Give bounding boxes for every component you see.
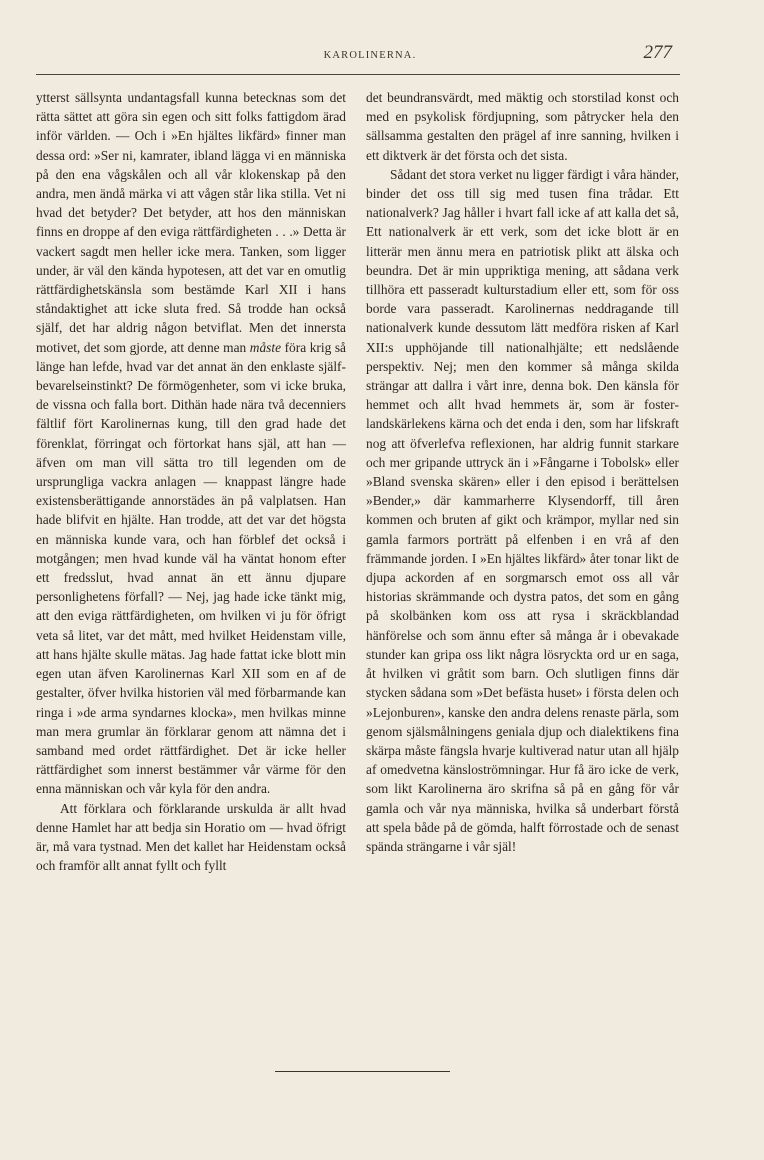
running-head: KAROLINERNA. xyxy=(323,50,417,61)
left-paragraph-1-text: ytterst sällsynta undantagsfall kunna betecknas som det rätta sättet att göra sin egen och sitt folks fattigdom ärad inför världen. — Och i »En hjältes likfärd» finner man dessa ord: »Ser ni, kamrater, ibland lägga vi en människa på den ena vågskålen och all vår klokenskap på den andra, men ändå märka vi att vågen står lika stilla. Vet ni hvad det betyder? Det betyder, att hos den människan finns en droppe af den eviga rättfärdigheten . . .» Detta är vackert sagdt men heller icke mera. Tanken, som ligger under, är väl den kända hypotesen, att det var en omutlig rättfärdighetskänsla som bestämde Karl XII i hans ståndaktighet att icke sluta fred. Så trodde han också själf, det har aldrig någon betviflat. Men det innersta motivet, det som gjorde, att denne man xyxy=(36,90,346,355)
emphasis-maste: måste xyxy=(249,339,282,355)
left-column xyxy=(36,88,346,875)
right-paragraph-1: det beundransvärdt, med mäktig och storstilad konst och med en psykolisk fördjupning, som påtrycker hela den sällsamma gestalten den prägel af inre sanning, hvilken i ett diktverk är det första och det sista. xyxy=(366,90,679,163)
left-paragraph-1-rest: föra krig så länge han lefde, hvad var det annat än den enklaste själfbevarelseinstinkt? De förmögenheter, som vi icke bruka, de vissna och falla bort. Dithän hade nära två decenniers fältlif fört Karolinernas kung, till den grad hade det förenklat, förringat och förtorkat hans själ, att han — äfven om man vill sätta tro till legenden om de ursprungliga vackra anlagen — knappast längre hade existensberättigande annorstädes än på valplatsen. Han hade blifvit en hjälte. Han trodde, att det var det högsta en människa kunde vara, och han förblef det också i motgången; men hvad kunde väl ha väntat honom efter ett fredsslut, hvad annat än ett ännu djupare personlighetens förfall? — Nej, jag hade icke tänkt mig, att den eviga rättfärdigheten, om hvilken vi ju för öfrigt veta så litet, var det mått, med hvilket Heidenstam ville, att hans hjälte skulle mätas. Jag hade fattat icke blott min egen utan äfven Karolinernas Karl XII som en af de gestalter, öfver hvilka historien väl med förbarmande kan ringa i »de arma syndarnes klocka», men hvilkas minne man mera grumlar än förklarar genom att nämna det i samband med ordet rättfärdighet. Det är icke heller rättfärdighet som innerst bestämmer vår värme för den enna människan och vår kyla för den andra. xyxy=(36,339,346,797)
left-paragraph-2: Att förklara och förklarande urskulda är allt hvad denne Hamlet har att bedja sin Horatio om — hvad öfrigt är, må vara tystnad. Men det kallet har Heidenstam också och framför allt annat fyllt och fyllt xyxy=(36,800,346,874)
header-rule xyxy=(36,74,680,75)
bottom-rule xyxy=(275,1071,450,1072)
right-paragraph-2: Sådant det stora verket nu ligger färdigt i våra händer, binder det oss till sig med tusen fina trådar. Ett nationalverk? Jag håller i hvart fall icke af att kalla det så, Ett nationalverk är ett verk, som det icke blott är en litterär men ännu mera en patriotisk plikt att älska och beundra. Det är min uppriktiga mening, att sådana verk tillhöra ett passeradt kulturstadium eller ett, som för oss borde vara passeradt. Karolinernas neddragande till nationalverk kunde dessutom lätt medföra risken af Karl XII:s upphöjande till nationalhjälte; ett nedslående perspektiv. Nej; men den kommer så många skilda strängar att dallra i vårt inre, denna bok. Den känsla för hemmet och allt hvad hemmets är, som är fosterlandskärlekens kärna och det enda i den, som har lifskraft nog att öfverlefva reflexionen, har aldrig funnit starkare och mer gripande uttryck än i »Fångarne i Tobolsk» eller »Bland svenska skären» eller i den episod i berättelsen »Bender,» där kammarherre Klysendorff, till åren kommen och bruten af gikt och krämpor, myllar ned sin gamla farmors porträtt på elfenben i en vrå af den främmande jorden. I »En hjältes likfärd» åter tonar likt de djupa ackorden af en sorgmarsch emot oss all vår historias skrämmande och dystra patos, det som en gång på skolbänken kom oss att rysa i skräckblandad hänförelse och som ännu efter så många år i obevakade stunder kan gripa oss likt några lösryckta ord ur en saga, åt hvilken vi gråtit som barn. Och slutligen finns där stycken sådana som »Det befästa huset» i första delen och »Lejonburen», kanske den andra delens renaste pärla, som genom själsmålningens geniala djup och dialektikens fina skärpa måste fängsla hvarje kultiverad natur utan all hjälp af omedvetna känsloströmningar. Hur få äro icke de verk, som likt Karolinerna äro skrifna så på en gång för vår gamla och vår nya människa, hvilka så underbart förstå att spela både på de gömda, halft förrostade och de senast spända strängarne i vår själ! xyxy=(366,166,679,854)
page-number: 277 xyxy=(643,42,672,63)
right-column xyxy=(366,88,679,856)
left-paragraph-1 xyxy=(36,88,346,799)
